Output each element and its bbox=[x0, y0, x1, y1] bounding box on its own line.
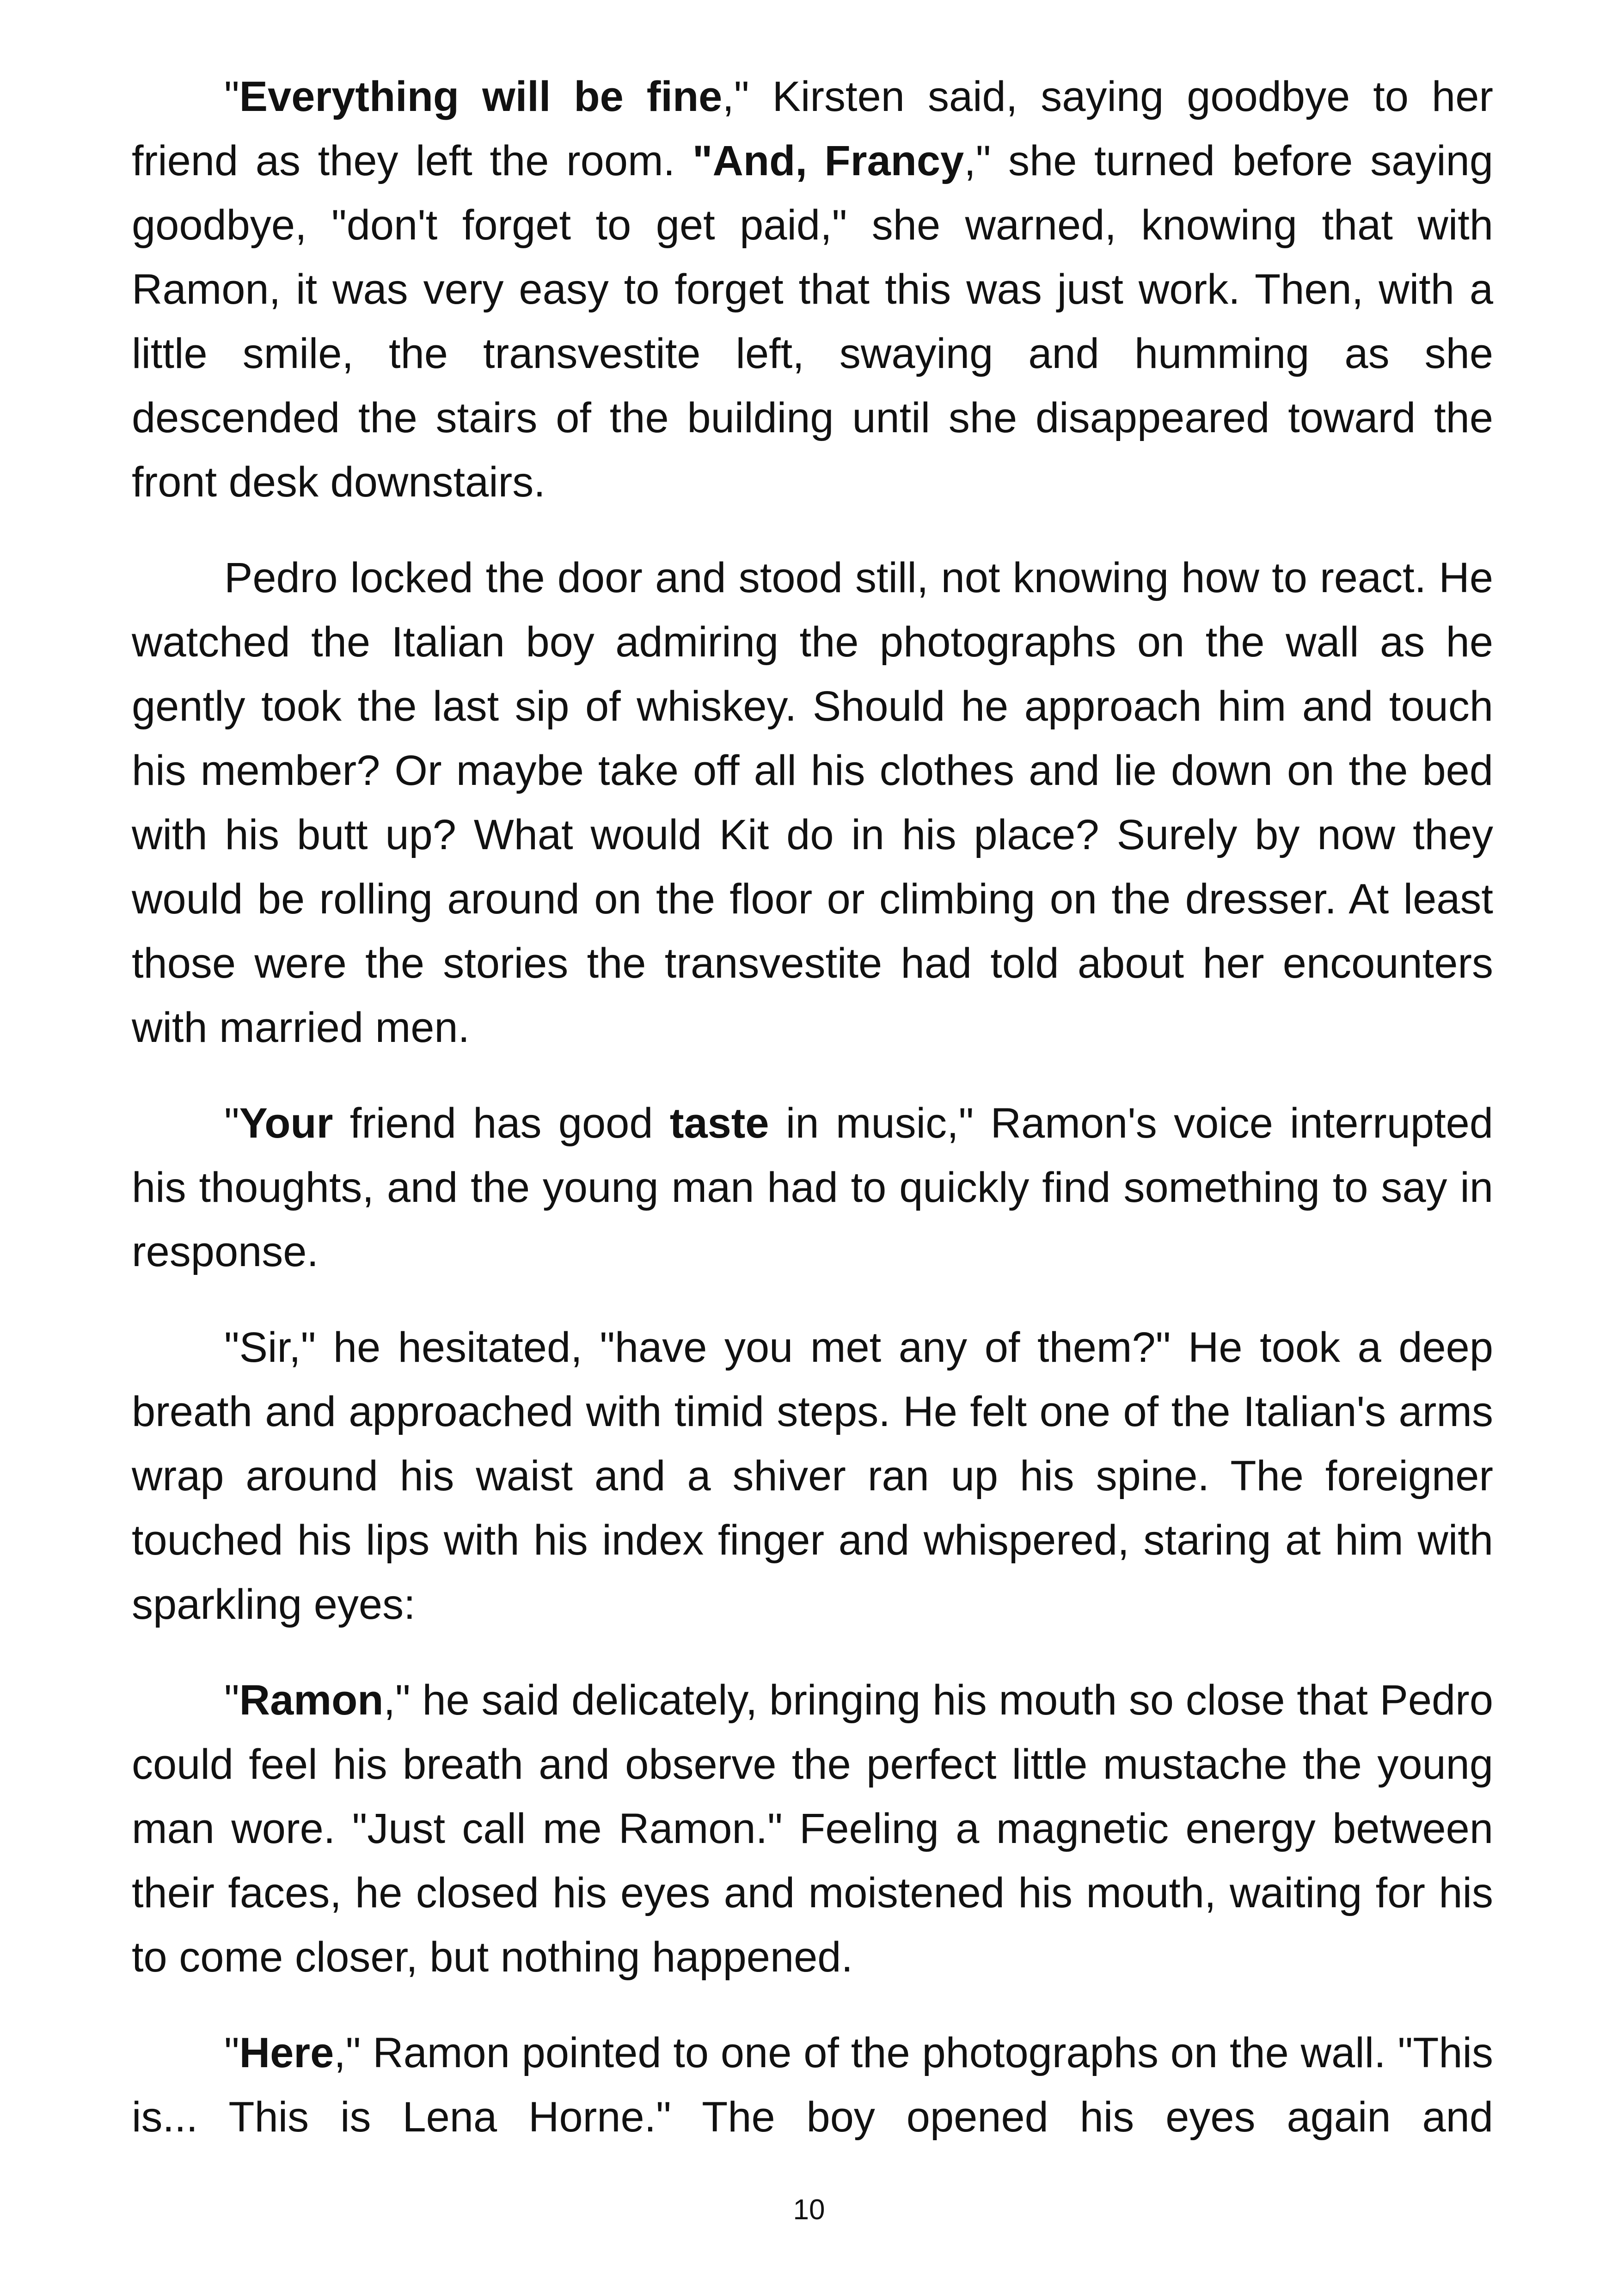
text-segment: " bbox=[224, 1100, 239, 1147]
text-segment: friend has good bbox=[333, 1100, 670, 1147]
paragraph-5 bbox=[132, 1668, 1493, 1990]
bold-segment: taste bbox=[669, 1100, 769, 1147]
text-segment: Pedro locked the door and stood still, not knowing how to react. He watched the Italian boy admiring the photographs on the wall as he gently took the last sip of whiskey. Should he approach him and touch his member? Or maybe take off all his clothes and lie down on the bed with his butt up? What would Kit do in his place? Surely by now they would be rolling around on the floor or climbing on the dresser. At least those were the stories the transvestite had told about her encounters with married men. bbox=[132, 554, 1493, 1051]
bold-segment: Here bbox=[239, 2029, 334, 2076]
paragraph-4 bbox=[132, 1316, 1493, 1637]
text-segment: ," Ramon pointed to one of the photographs on the wall. "This is... This is Lena Horne." The boy opened his eyes again and bbox=[132, 2029, 1493, 2141]
text-segment: ," he said delicately, bringing his mouth so close that Pedro could feel his breath and observe the perfect little mustache the young man wore. "Just call me Ramon." Feeling a magnetic energy between their faces, he closed his eyes and moistened his mouth, waiting for his to come closer, but nothing happened. bbox=[132, 1677, 1493, 1981]
paragraph-2 bbox=[132, 546, 1493, 1060]
text-segment: "Sir," he hesitated, "have you met any of them?" He took a deep breath and approached with timid steps. He felt one of the Italian's arms wrap around his waist and a shiver ran up his spine. The foreigner touched his lips with his index finger and whispered, staring at him with sparkling eyes: bbox=[132, 1324, 1493, 1628]
bold-segment: Everything will be fine bbox=[239, 73, 723, 120]
bold-segment: Ramon bbox=[239, 1677, 384, 1724]
paragraph-6 bbox=[132, 2021, 1493, 2149]
bold-segment: Your bbox=[239, 1100, 333, 1147]
paragraph-1 bbox=[132, 65, 1493, 514]
text-segment: ," Kirsten said, saying goodbye to her friend as they left the room. bbox=[132, 73, 1493, 184]
bold-segment: "And, Francy bbox=[692, 137, 964, 184]
text-segment: ," she turned before saying goodbye, "don't forget to get paid," she warned, knowing that with Ramon, it was very easy to forget that this was just work. Then, with a little smile, the transvestite left, swaying and humming as she descended the stairs of the building until she disappeared toward the front desk downstairs. bbox=[132, 137, 1494, 506]
text-segment: " bbox=[224, 2029, 239, 2076]
paragraph-3 bbox=[132, 1091, 1493, 1284]
page-number: 10 bbox=[793, 2194, 825, 2226]
text-segment: " bbox=[224, 73, 239, 120]
text-segment: in music," Ramon's voice interrupted his thoughts, and the young man had to quickly find something to say in response. bbox=[132, 1100, 1494, 1275]
text-segment: " bbox=[224, 1677, 239, 1724]
body-text bbox=[132, 65, 1493, 2181]
